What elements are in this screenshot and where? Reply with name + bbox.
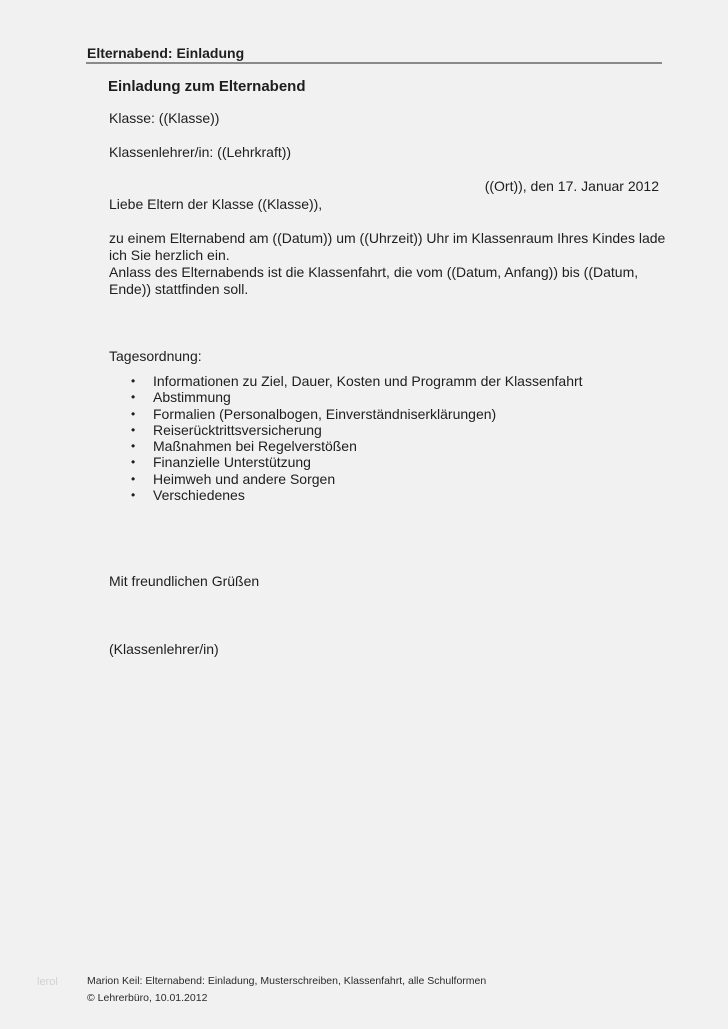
bullet-icon: • xyxy=(131,439,136,454)
bullet-icon: • xyxy=(131,488,136,503)
agenda-item xyxy=(131,389,583,405)
agenda-item xyxy=(131,422,583,438)
agenda-item xyxy=(131,487,583,503)
body-line: Ende)) stattfinden soll. xyxy=(109,281,249,297)
agenda-item xyxy=(131,454,583,470)
agenda-item-label: Finanzielle Unterstützung xyxy=(153,454,311,471)
agenda-list xyxy=(131,373,583,503)
agenda-item-label: Abstimmung xyxy=(153,389,231,406)
salutation: Liebe Eltern der Klasse ((Klasse)), xyxy=(109,196,323,212)
agenda-item xyxy=(131,438,583,454)
agenda-item xyxy=(131,471,583,487)
footer-citation: Marion Keil: Elternabend: Einladung, Musterschreiben, Klassenfahrt, alle Schulformen xyxy=(87,975,487,987)
agenda-item-label: Formalien (Personalbogen, Einverständniserklärungen) xyxy=(153,405,497,422)
agenda-item-label: Reiserücktrittsversicherung xyxy=(153,421,322,438)
body-line: Anlass des Elternabends ist die Klassenfahrt, die vom ((Datum, Anfang)) bis ((Datum, xyxy=(109,264,639,280)
signature: (Klassenlehrer/in) xyxy=(109,641,219,657)
agenda-item xyxy=(131,373,583,389)
bullet-icon: • xyxy=(131,422,136,437)
bullet-icon: • xyxy=(131,390,136,405)
bullet-icon: • xyxy=(131,471,136,486)
body-line: ich Sie herzlich ein. xyxy=(109,247,230,263)
teacher-line: Klassenlehrer/in: ((Lehrkraft)) xyxy=(109,144,292,160)
bullet-icon: • xyxy=(131,374,136,388)
class-line: Klasse: ((Klasse)) xyxy=(109,110,220,126)
agenda-heading: Tagesordnung: xyxy=(109,348,202,364)
place-date-line: ((Ort)), den 17. Januar 2012 xyxy=(484,178,659,194)
body-line: zu einem Elternabend am ((Datum)) um ((Uhrzeit)) Uhr im Klassenraum Ihres Kindes lade xyxy=(109,230,666,246)
bullet-icon: • xyxy=(131,406,136,421)
agenda-item-label: Maßnahmen bei Regelverstößen xyxy=(153,438,357,455)
agenda-item xyxy=(131,406,583,422)
document-title: Einladung zum Elternabend xyxy=(108,78,306,95)
agenda-item-label: Verschiedenes xyxy=(153,487,245,504)
page-header-title: Elternabend: Einladung xyxy=(87,45,245,61)
bullet-icon: • xyxy=(131,455,136,470)
agenda-item-label: Informationen zu Ziel, Dauer, Kosten und Programm der Klassenfahrt xyxy=(153,373,583,389)
agenda-item-label: Heimweh und andere Sorgen xyxy=(153,470,336,487)
closing: Mit freundlichen Grüßen xyxy=(109,573,260,589)
footer-copyright: © Lehrerbüro, 10.01.2012 xyxy=(87,992,208,1004)
header-divider xyxy=(86,62,662,64)
watermark-logo: lerol xyxy=(37,976,58,988)
